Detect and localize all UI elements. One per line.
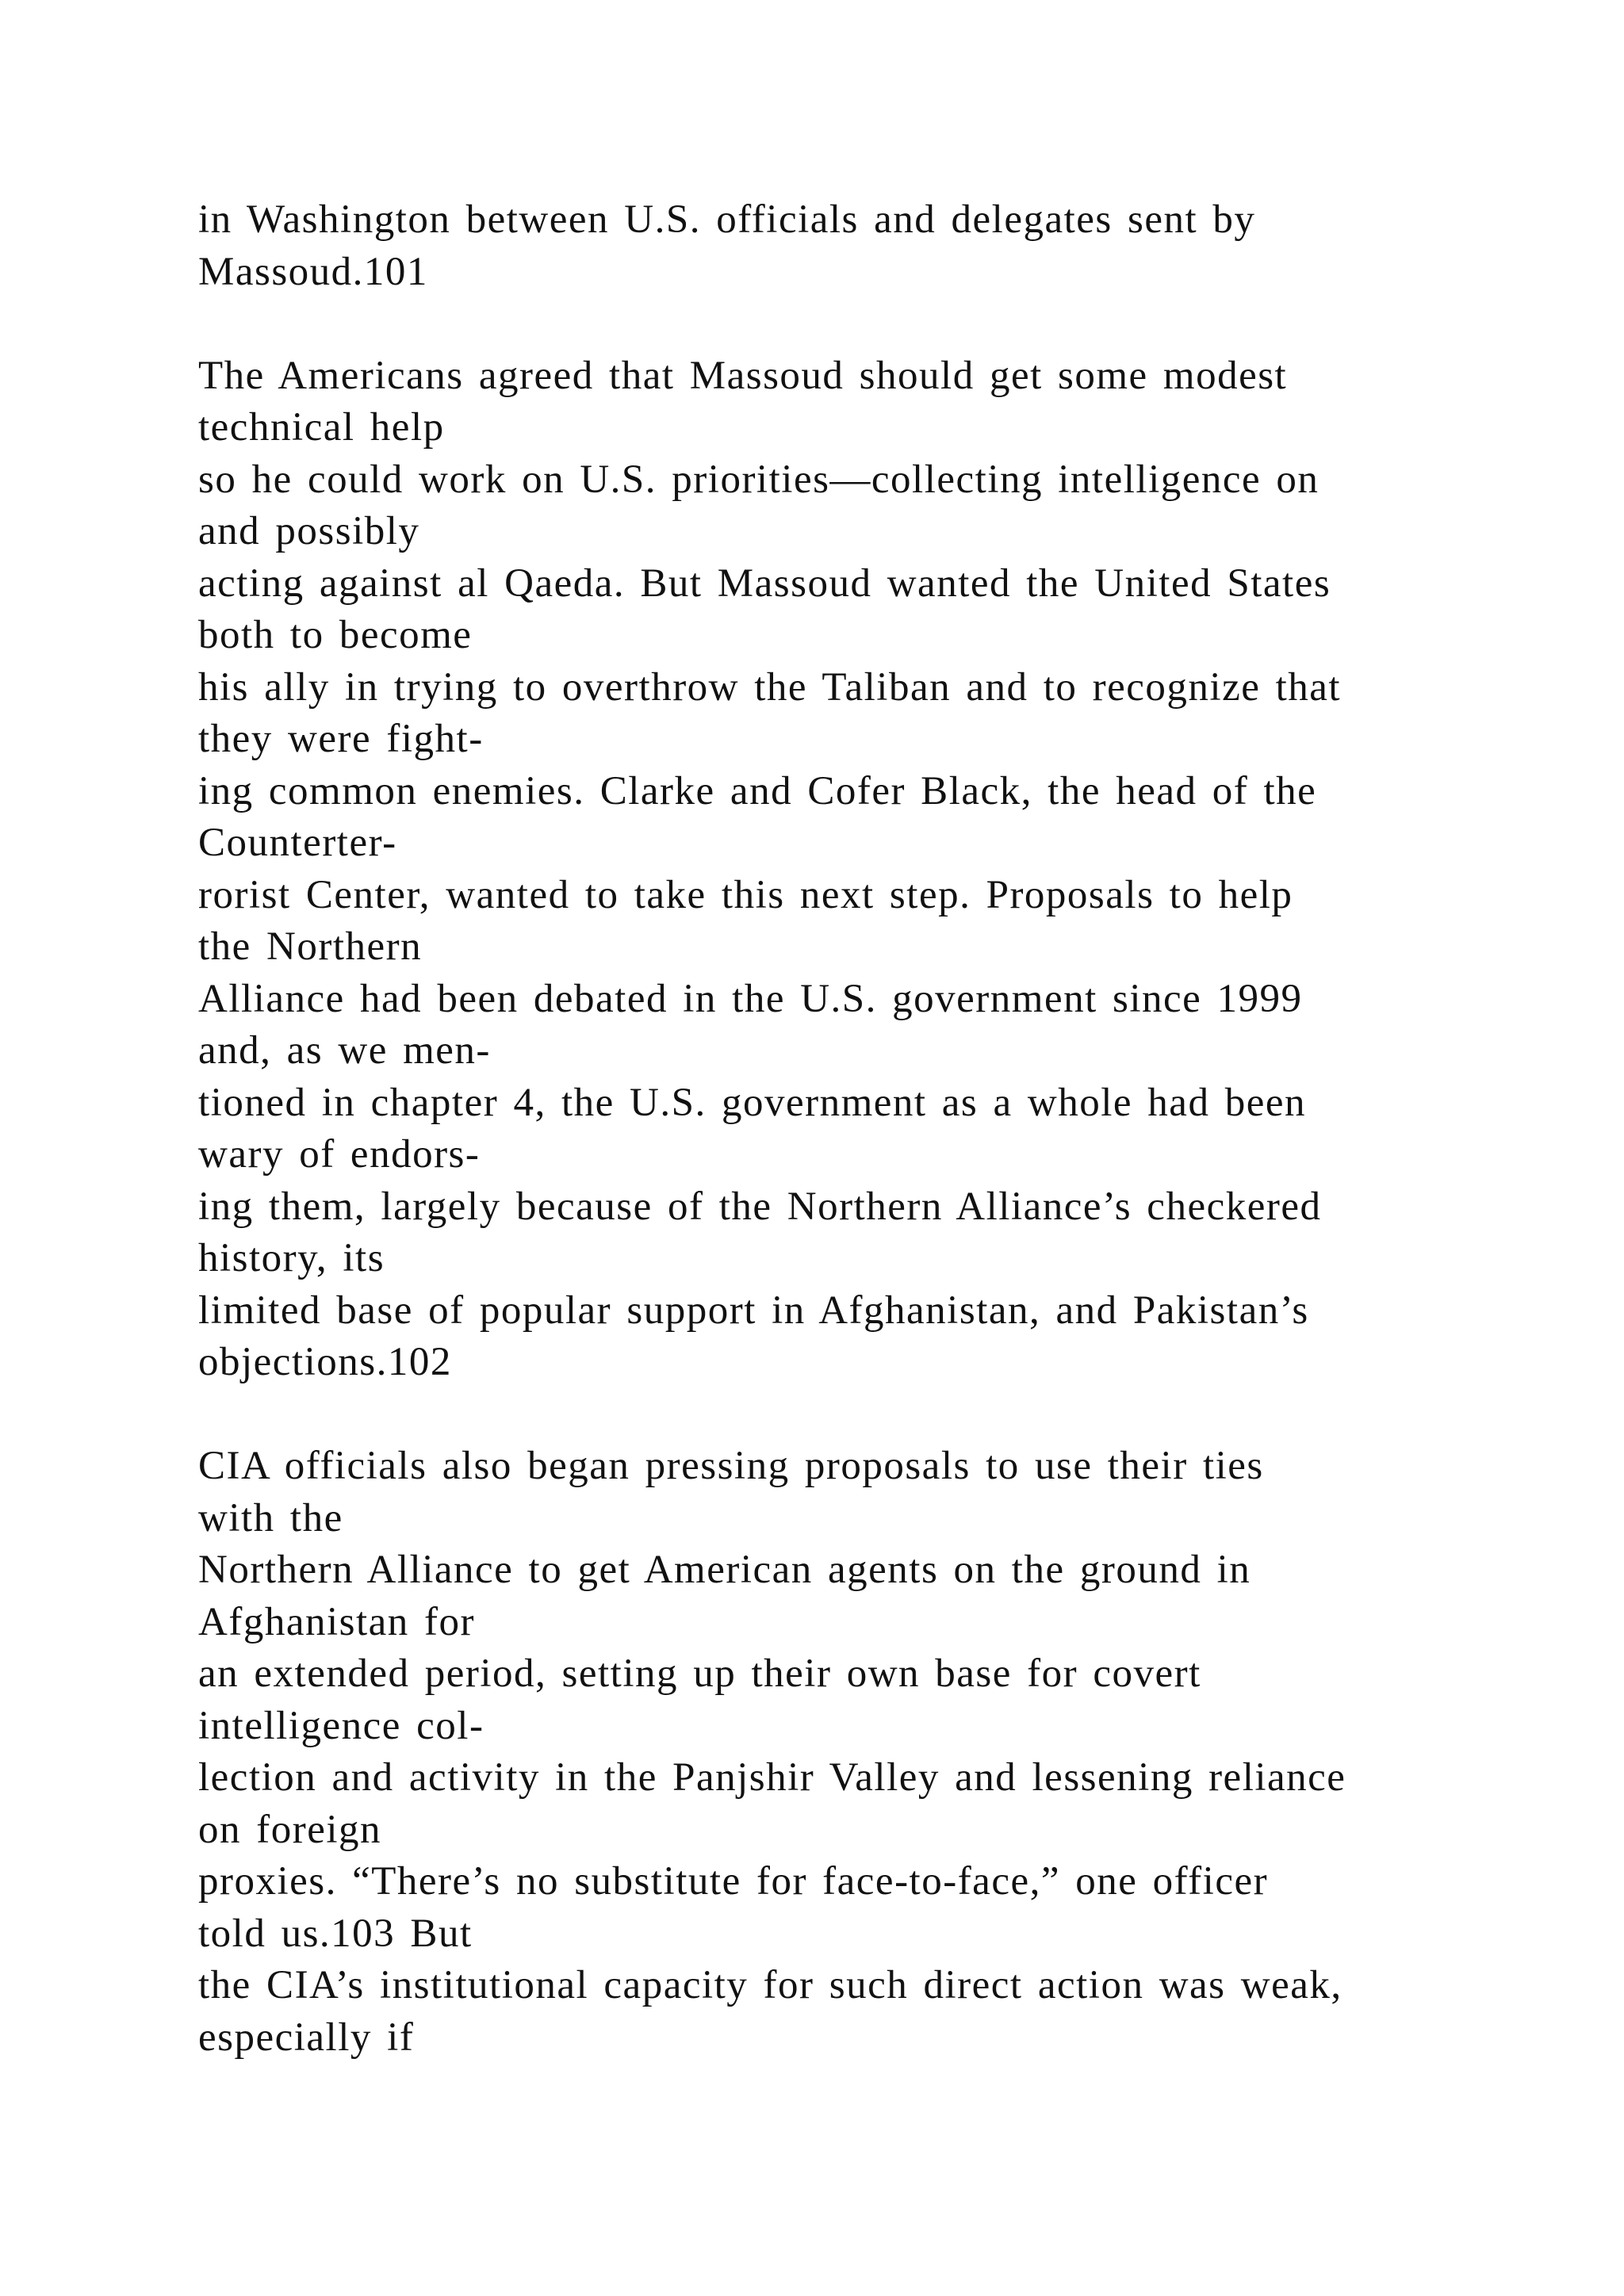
text-line: and, as we men- [198,1028,491,1073]
text-line: technical help [198,405,445,450]
text-line: an extended period, setting up their own base for covert [198,1651,1201,1696]
text-line: objections.102 [198,1340,452,1384]
text-line: The Americans agreed that Massoud should get some modest [198,353,1288,398]
text-line: Alliance had been debated in the U.S. government since 1999 [198,976,1303,1021]
text-line: Northern Alliance to get American agents on the ground in [198,1548,1251,1592]
paragraph-3 [198,1441,1546,2064]
text-line: they were fight- [198,717,484,761]
text-line: rorist Center, wanted to take this next step. Proposals to help [198,872,1293,917]
text-line: both to become [198,613,473,657]
paragraph-break [198,298,1546,350]
text-line: told us.103 But [198,1911,473,1956]
text-line: his ally in trying to overthrow the Taliban and to recognize that [198,664,1342,710]
text-line: in Washington between U.S. officials and delegates sent by [198,197,1256,242]
paragraph-break [198,1389,1546,1441]
text-line: Massoud.101 [198,249,428,294]
text-line: proxies. “There’s no substitute for face-to-face,” one officer [198,1859,1269,1904]
text-line: CIA officials also began pressing proposals to use their ties [198,1444,1264,1488]
text-line: and possibly [198,509,420,553]
text-line: lection and activity in the Panjshir Valley and lessening reliance [198,1755,1346,1800]
text-line: Counterter- [198,821,397,865]
text-line: wary of endors- [198,1132,481,1177]
text-line: Afghanistan for [198,1599,475,1644]
text-line: the Northern [198,924,423,969]
text-line: tioned in chapter 4, the U.S. government as a whole had been [198,1080,1306,1125]
document-body [198,194,1546,2064]
text-line: with the [198,1495,343,1540]
text-line: on foreign [198,1807,382,1852]
text-line: the CIA’s institutional capacity for such direct action was weak, [198,1963,1342,2007]
paragraph-1 [198,194,1546,298]
text-line: ing them, largely because of the Northern Alliance’s checkered [198,1184,1322,1229]
paragraph-2 [198,350,1546,1389]
text-line: especially if [198,2015,415,2060]
text-line: limited base of popular support in Afghanistan, and Pakistan’s [198,1288,1309,1333]
text-line: so he could work on U.S. priorities—collecting intelligence on [198,457,1320,502]
text-line: acting against al Qaeda. But Massoud wanted the United States [198,561,1331,606]
text-line: history, its [198,1236,385,1280]
text-line: intelligence col- [198,1703,485,1748]
text-line: ing common enemies. Clarke and Cofer Black, the head of the [198,768,1317,813]
